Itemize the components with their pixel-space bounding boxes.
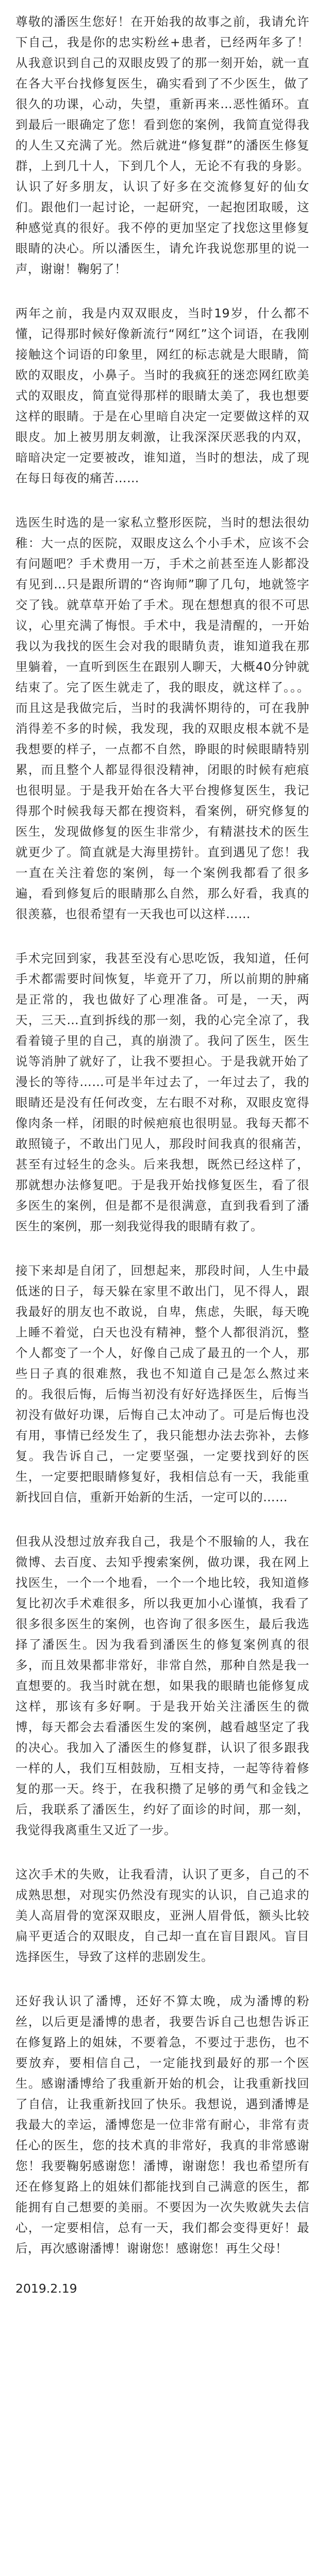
paragraph: 手术完回到家，我甚至没有心思吃饭，我知道，任何手术都需要时间恢复，毕竟开了刀，所以前期的肿痛是正常的，我也做好了心理准备。可是，一天，两天，三天…直到拆线的那一刻，我的心完全凉了，我看着镜子里的自己，真的崩溃了。我问了医生，医生说等消肿了就好了，让我不要担心。于是我就开始了漫长的等待……可是半年过去了，一年过去了，我的眼睛还是没有任何改变，左右眼不对称，双眼皮宽得像肉条一样，闭眼的时候疤痕也很明显。我每天都不敢照镜子，不敢出门见人，那段时间我真的很痛苦，甚至有过轻生的念头。后来我想，既然已经这样了，那就想办法修复吧。于是我开始找修复医生，看了很多医生的案例，但是都不是很满意，直到我看到了潘医生的案例，那一刻我觉得我的眼睛有救了。 (15, 951, 309, 1233)
paragraph: 选医生时选的是一家私立整形医院，当时的想法很幼稚：大一点的医院，双眼皮这么个小手术，应该不会有问题吧？手术费用一万，手术之前甚至连人影都没有见到…只是跟所谓的“咨询师”聊了几句，地就签字交了钱。就草草开始了手术。现在想想真的很不可思议，心里充满了悔恨。手术中，我是清醒的，一开始我以为我找的医生会对我的眼睛负责，谁知道我在那里躺着，一直听到医生在跟别人聊天，大概40分钟就结束了。完了医生就走了，我的眼皮，就这样了。。。而且这是我做完后，当时的我满怀期待的，可在我肿消得差不多的时候，我发现，我的双眼皮根本就不是我想要的样子，一点都不自然，睁眼的时候眼睛特别累，而且整个人都显得很没精神，闭眼的时候有疤痕也很明显。于是我开始在各大平台搜修复医生，我记得那个时候我每天都在搜资料，看案例，研究修复的医生，发现做修复的医生非常少，有精湛技术的医生就更少了。简直就是大海里捞针。直到遇见了您！我一直在关注着您的案例，每一个案例我都看了很多遍，看到修复后的眼睛那么自然，那么好看，我真的很羡慕，也很希望有一天我也可以这样…… (15, 515, 309, 921)
paragraph: 但我从没想过放弃我自己，我是个不服输的人，我在微博、去百度、去知乎搜索案例，做功课，我在网上找医生，一个一个地看，一个一个地比较，我知道修复比初次手术难很多，所以我更加小心谨慎，我看了很多很多医生的案例，也咨询了很多医生，最后我选择了潘医生。因为我看到潘医生的修复案例真的很多，而且效果都非常好，非常自然，那种自然是我一直想要的。我当时就在想，如果我的眼睛也能修复成这样，那该有多好啊。于是我开始关注潘医生的微博，每天都会去看潘医生发的案例，越看越坚定了我的决心。我加入了潘医生的修复群，认识了很多跟我一样的人，我们互相鼓励，互相支持，一起等待着修复的那一天。终于，在我积攒了足够的勇气和金钱之后，我联系了潘医生，约好了面诊的时间，那一刻，我觉得我离重生又近了一步。 (15, 1534, 309, 1837)
paragraph: 尊敬的潘医生您好！在开始我的故事之前，我请允许下自己，我是你的忠实粉丝+患者，已经两年多了！从我意识到自己的双眼皮毁了的那一刻开始，就一直在各大平台找修复医生，确实看到了不少医生，做了很久的功课，心动，失望，重新再来…恶性循环。直到最后一眼确定了您！看到您的案例，我简直觉得我的人生又充满了光。然后就进“修复群”的潘医生修复群，上到几十人，下到几个人，无论不有我的身影。认识了好多朋友，认识了好多在交流修复好的仙女们。跟他们一起讨论，一起研究，一起抱团取暖，这种感觉真的很好。我不停的更加坚定了找您这里修复眼睛的决心。所以潘医生，请允许我说您那里的说一声，谢谢！鞠躬了！ (15, 14, 309, 276)
post-date: 2019.2.19 (15, 2281, 77, 2296)
paragraph: 接下来却是自闭了，回想起来，那段时间，人生中最低迷的日子，每天躲在家里不敢出门，见不得人，跟我最好的朋友也不敢说，自卑，焦虑，失眠，每天晚上睡不着觉，白天也没有精神，整个人都很消沉，整个人都变了一个人，好像自己成了最丑的一个人，那些日子真的很难熬，我也不知道自己是怎么熬过来的。我很后悔，后悔当初没有好好选择医生，后悔当初没有做好功课，后悔自己太冲动了。可是后悔也没有用，事情已经发生了，我只能想办法去弥补，去修复。我告诉自己，一定要坚强，一定要找到好的医生，一定要把眼睛修复好，我相信总有一天，我能重新找回自信，重新开始新的生活，一定可以的…… (15, 1263, 309, 1504)
paragraph: 这次手术的失败，让我看清，认识了更多，自己的不成熟思想，对现实仍然没有现实的认识，自己追求的美人高眉骨的宽深双眼皮，亚洲人眉骨低，额头比较扁平更适合的双眼皮，自己却一直在盲目跟风。盲目选择医生，导致了这样的悲剧发生。 (15, 1867, 309, 1964)
paragraph: 还好我认识了潘博，还好不算太晚，成为潘博的粉丝，以后更是潘博的患者，我要告诉自己也想告诉正在修复路上的姐妹，不要着急，不要过于悲伤，也不要放弃，要相信自己，一定能找到最好的那一个医生。感谢潘博给了我重新开始的机会，让我重新找回了自信，让我重新找回了快乐。我想说，遇到潘博是我最大的幸运，潘博您是一位非常有耐心，非常有责任心的医生，您的技术真的非常好，我真的非常感谢您！我要鞠躬感谢您！潘博，谢谢您！我也希望所有还在修复路上的姐妹们都能找到自己满意的医生，都能拥有自己想要的美丽。不要因为一次失败就失去信心，一定要相信，总有一天，我们都会变得更好！最后，再次感谢潘博！谢谢您！感谢您！再生父母！ (15, 1994, 309, 2256)
paragraph: 两年之前，我是内双双眼皮，当时19岁，什么都不懂，记得那时候好像新流行“网红”这个词语，在我刚接触这个词语的印象里，网红的标志就是大眼睛，简欧的双眼皮，小鼻子。当时的我疯狂的迷恋网红欧美式的双眼皮，简直觉得那样的眼睛太美了，我也想要这样的眼睛。于是在心里暗自决定一定要做这样的双眼皮。加上被男朋友刺激，让我深深厌恶我的内双，暗暗决定一定要被改，谁知道，当时的想法，成了现在每日每夜的痛苦…… (15, 306, 309, 485)
